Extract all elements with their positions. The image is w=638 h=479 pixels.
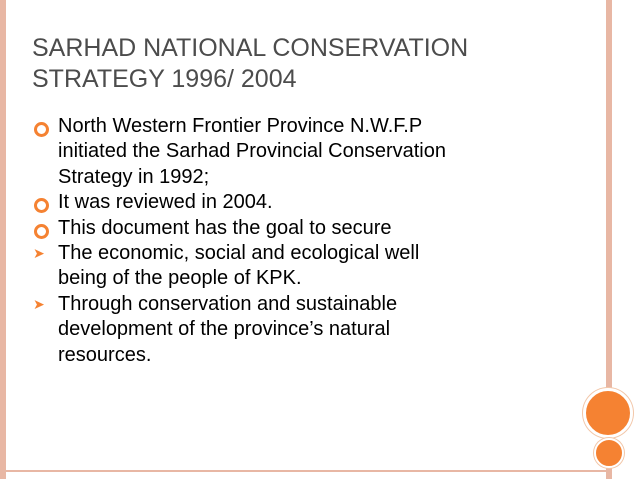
bullet-line: Strategy in 1992; xyxy=(58,165,210,188)
bullet-line: resources. xyxy=(58,343,152,366)
bullet-text xyxy=(58,114,572,190)
bullet-line: development of the province’s natural xyxy=(58,318,391,341)
frame-bottom-line xyxy=(0,470,612,472)
bullet-line: North Western Frontier Province N.W.F.P xyxy=(58,115,423,137)
bullet-text xyxy=(58,190,572,215)
bullet-item xyxy=(32,190,572,215)
bullet-line: This document has the goal to secure xyxy=(58,216,392,239)
bullet-line: being of the people of KPK. xyxy=(58,267,302,290)
bullet-item xyxy=(32,241,572,292)
bullet-item xyxy=(32,292,572,368)
title-line: SARHAD NATIONAL CONSERVATION xyxy=(32,34,469,62)
bullet-line: initiated the Sarhad Provincial Conservation xyxy=(58,140,446,163)
ring-bullet-icon xyxy=(34,224,49,239)
bullet-list xyxy=(32,114,572,368)
bullet-text xyxy=(58,216,572,241)
arrow-bullet-icon: ➤ xyxy=(33,245,45,262)
bullet-line: Through conservation and sustainable xyxy=(58,292,398,315)
bullet-line: It was reviewed in 2004. xyxy=(58,191,273,214)
decorative-circle-large xyxy=(583,388,633,438)
bullet-item xyxy=(32,114,572,190)
bullet-line: The economic, social and ecological well xyxy=(58,242,420,265)
title-line: STRATEGY 1996/ 2004 xyxy=(32,65,297,93)
bullet-text xyxy=(58,241,572,292)
bullet-item xyxy=(32,216,572,241)
arrow-bullet-icon: ➤ xyxy=(33,295,45,312)
slide-title xyxy=(32,33,572,95)
decorative-circle-small xyxy=(594,438,624,468)
ring-bullet-icon xyxy=(34,198,49,213)
ring-bullet-icon xyxy=(34,122,49,137)
bullet-text xyxy=(58,292,572,368)
